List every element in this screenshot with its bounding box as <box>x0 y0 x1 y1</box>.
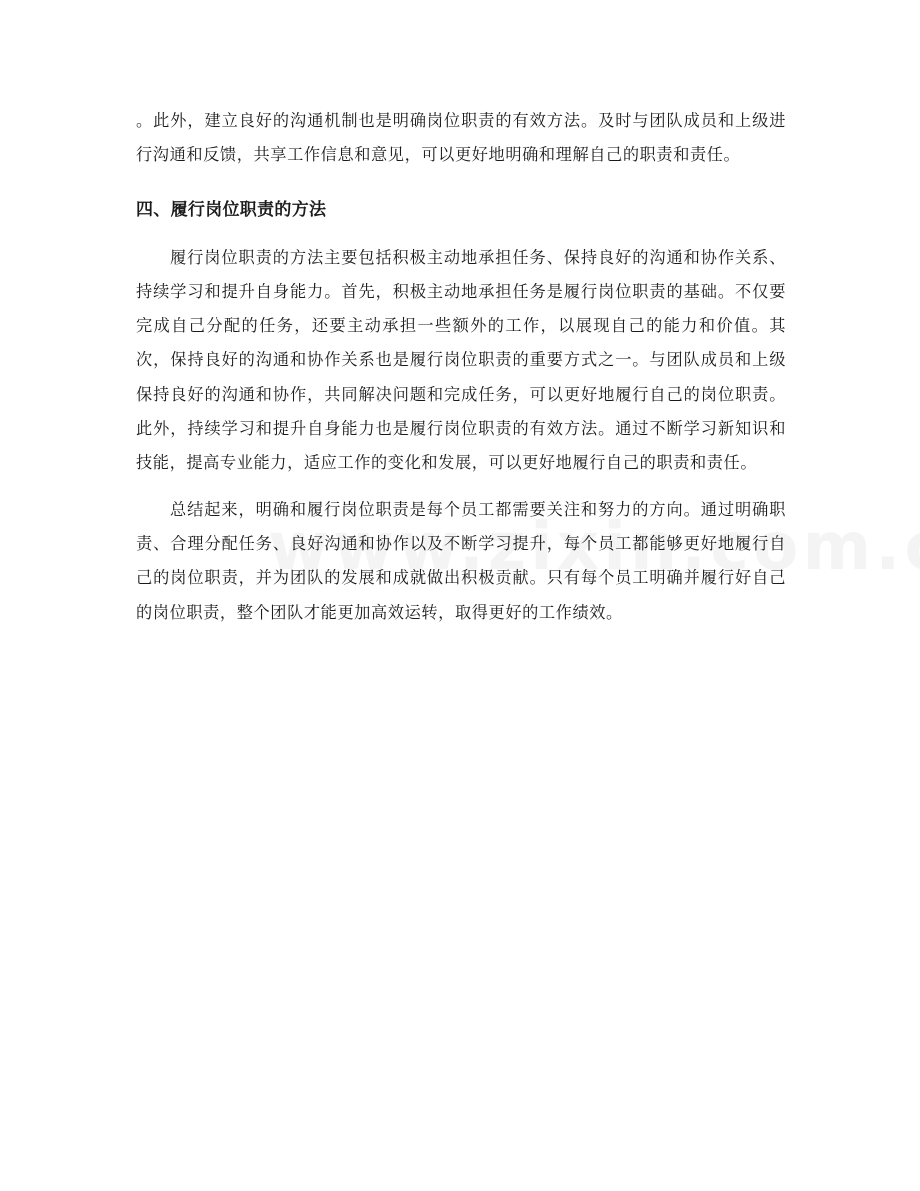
document-body <box>136 104 786 630</box>
conclusion-paragraph: 总结起来，明确和履行岗位职责是每个员工都需要关注和努力的方向。通过明确职责、合理分配任务、良好沟通和协作以及不断学习提升，每个员工都能够更好地履行自己的岗位职责，并为团队的发展和成就做出积极贡献。只有每个员工明确并履行好自己的岗位职责，整个团队才能更加高效运转，取得更好的工作绩效。 <box>136 499 786 622</box>
intro-paragraph: 。此外，建立良好的沟通机制也是明确岗位职责的有效方法。及时与团队成员和上级进行沟通和反馈，共享工作信息和意见，可以更好地明确和理解自己的职责和责任。 <box>136 111 786 165</box>
section-paragraph: 履行岗位职责的方法主要包括积极主动地承担任务、保持良好的沟通和协作关系、持续学习和提升自身能力。首先，积极主动地承担任务是履行岗位职责的基础。不仅要完成自己分配的任务，还要主动承担一些额外的工作，以展现自己的能力和价值。其次，保持良好的沟通和协作关系也是履行岗位职责的重要方式之一。与团队成员和上级保持良好的沟通和协作，共同解决问题和完成任务，可以更好地履行自己的岗位职责。此外，持续学习和提升自身能力也是履行岗位职责的有效方法。通过不断学习新知识和技能，提高专业能力，适应工作的变化和发展，可以更好地履行自己的职责和责任。 <box>136 247 786 473</box>
section-heading: 四、履行岗位职责的方法 <box>136 199 327 220</box>
